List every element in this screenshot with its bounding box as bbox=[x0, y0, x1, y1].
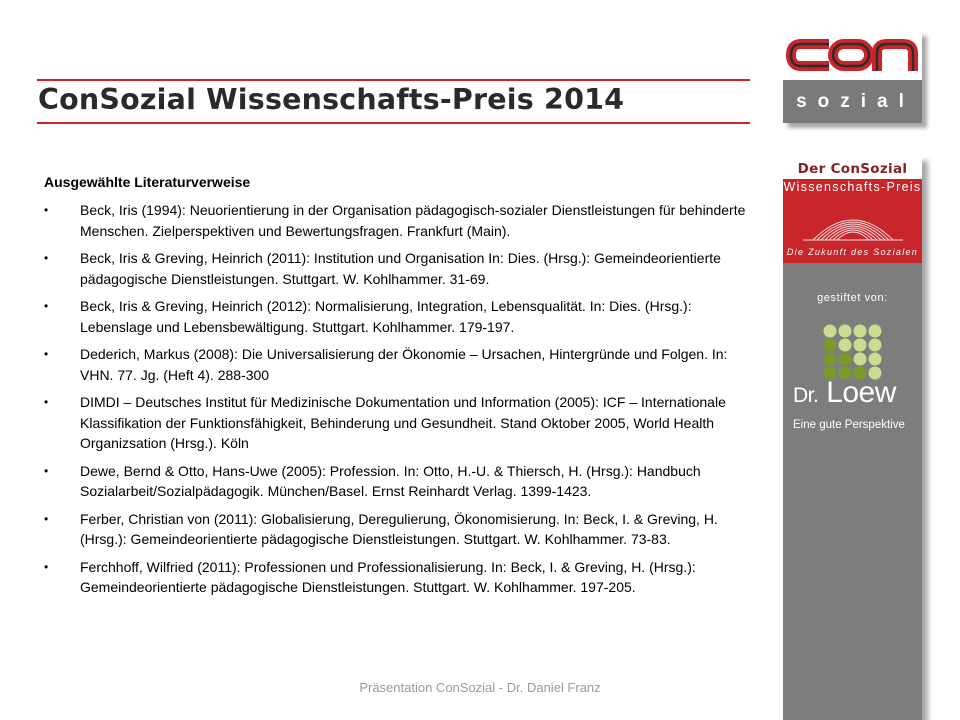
reference-list bbox=[44, 200, 750, 598]
sponsor-prefix: Dr. bbox=[793, 384, 819, 407]
reference-text: Dederich, Markus (2008): Die Universalisierung der Ökonomie – Ursachen, Hintergründe und Folgen. In: VHN. 77. Jg. (Heft 4). 288-300 bbox=[80, 346, 728, 383]
reference-text: Beck, Iris & Greving, Heinrich (2012): Normalisierung, Integration, Lebensqualität. In: Dies. (Hrsg.): Lebenslage und Lebensbewältigung. Stuttgart. Kohlhammer. 179-197. bbox=[80, 298, 692, 335]
award-side-panel bbox=[783, 157, 922, 720]
award-subtitle: Wissenschafts-Preis bbox=[783, 180, 922, 194]
reference-item bbox=[44, 248, 750, 289]
award-title: Der ConSozial bbox=[783, 157, 922, 179]
bullet-icon: • bbox=[44, 299, 49, 313]
reference-item bbox=[44, 392, 750, 454]
references-heading: Ausgewählte Literaturverweise bbox=[44, 174, 251, 190]
reference-item bbox=[44, 344, 750, 385]
sponsor-name bbox=[793, 376, 896, 410]
logo-wordmark-area bbox=[783, 31, 922, 80]
reference-item bbox=[44, 509, 750, 550]
bullet-icon: • bbox=[44, 559, 49, 574]
bullet-icon: • bbox=[44, 347, 49, 361]
award-badge bbox=[783, 179, 922, 263]
reference-item bbox=[44, 557, 750, 598]
reference-text: Ferber, Christian von (2011): Globalisierung, Deregulierung, Ökonomisierung. In: Beck, I. & Greving, H. (Hrsg.): Gemeindeorientierte pädagogische Dienstleistungen. Stuttgart. W. Kohlhammer. 73-83. bbox=[80, 510, 718, 547]
dr-loew-dots-icon bbox=[823, 324, 883, 380]
reference-item bbox=[44, 200, 750, 241]
bullet-icon: • bbox=[44, 511, 49, 526]
slide-footer: Präsentation ConSozial - Dr. Daniel Franz bbox=[359, 680, 601, 695]
award-tagline: Die Zukunft des Sozialen bbox=[786, 247, 919, 257]
sponsor-tagline: Eine gute Perspektive bbox=[793, 419, 905, 431]
title-rule-bottom bbox=[37, 122, 750, 124]
logo-subtitle: sozial bbox=[796, 91, 915, 112]
sponsor-surname: Loew bbox=[826, 376, 896, 409]
consozial-logo bbox=[783, 31, 922, 123]
slide-title: ConSozial Wissenschafts-Preis 2014 bbox=[38, 83, 625, 116]
reference-text: Beck, Iris (1994): Neuorientierung in der Organisation pädagogisch-sozialer Dienstleistungen für behinderte Menschen. Zielperspektiven und Bewertungsfragen. Frankfurt (Main). bbox=[80, 202, 746, 239]
award-arcs-icon bbox=[783, 194, 922, 246]
bullet-icon: • bbox=[44, 203, 49, 217]
reference-text: Ferchhoff, Wilfried (2011): Professionen und Professionalisierung. In: Beck, I. & Greving, H. (Hrsg.): Gemeindeorientierte pädagogische Dienstleistungen. Stuttgart. W. Kohlhammer. 197-205. bbox=[80, 558, 696, 595]
bullet-icon: • bbox=[44, 463, 49, 478]
references-section bbox=[44, 172, 750, 605]
con-wordmark-icon bbox=[783, 31, 922, 80]
bullet-icon: • bbox=[44, 251, 49, 265]
reference-text: Dewe, Bernd & Otto, Hans-Uwe (2005): Profession. In: Otto, H.-U. & Thiersch, H. (Hrsg.): Handbuch Sozialarbeit/Sozialpädagogik. München/Basel. Ernst Reinhardt Verlag. 1399-1423. bbox=[80, 462, 701, 499]
bullet-icon: • bbox=[44, 395, 49, 409]
reference-text: DIMDI – Deutsches Institut für Medizinische Dokumentation und Information (2005): ICF – Internationale Klassifikation der Funktionsfähigkeit, Behinderung und Gesundheit. Stand Oktober 2005, World Health Organizsation (Hrsg.). Köln bbox=[80, 394, 726, 451]
reference-item bbox=[44, 296, 750, 337]
reference-text: Beck, Iris & Greving, Heinrich (2011): Institution und Organisation In: Dies. (Hrsg.): Gemeindeorientierte pädagogische Dienstleistungen. Stuttgart. W. Kohlhammer. 31-69. bbox=[80, 250, 721, 287]
sponsor-label: gestiftet von: bbox=[817, 292, 888, 304]
logo-subtitle-bar bbox=[783, 80, 922, 123]
reference-item bbox=[44, 461, 750, 502]
title-rule-top bbox=[37, 79, 750, 81]
